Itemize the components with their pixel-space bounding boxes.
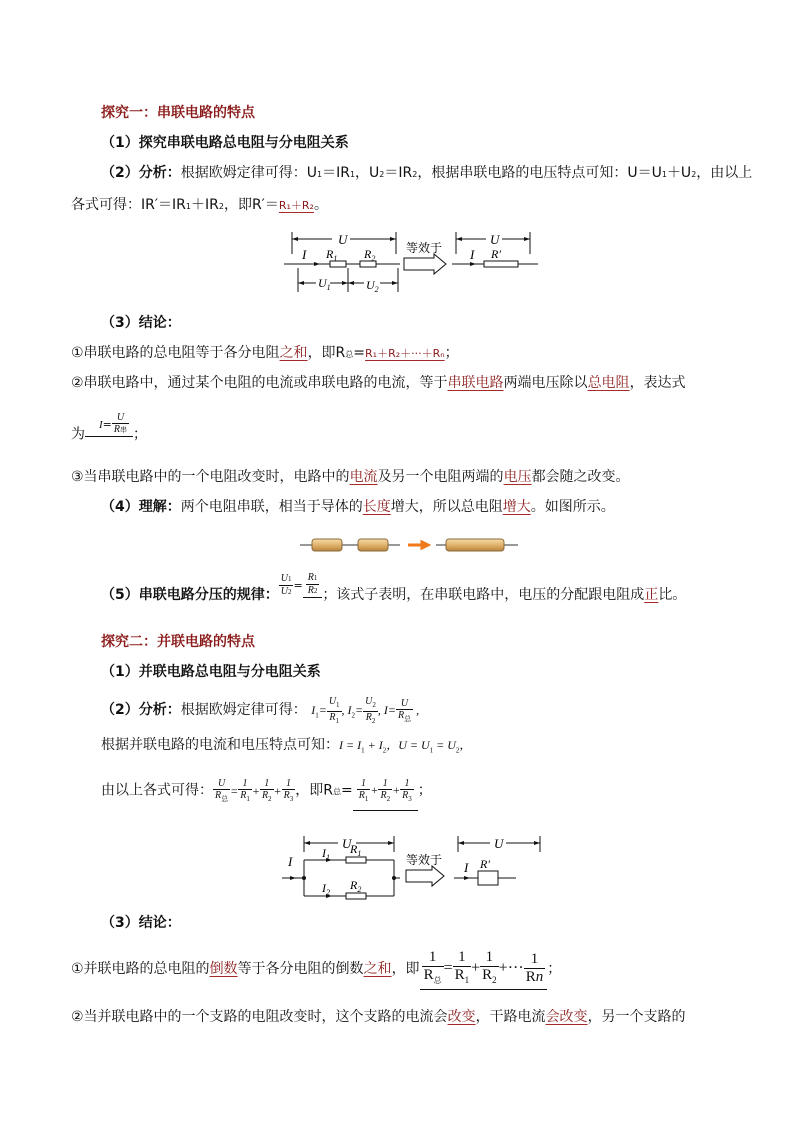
sub: 2 <box>691 170 697 179</box>
label-I2: $I_2$ <box>322 881 330 897</box>
text: ； <box>133 426 147 443</box>
text: ； <box>547 961 562 977</box>
answer: 正 <box>644 587 659 603</box>
text: 根据欧姆定律可得： <box>180 702 307 718</box>
s2-analysis-line2 <box>101 735 471 760</box>
label: （5）串联电路分压的规律： <box>101 587 279 603</box>
label-R-eq: R′ <box>491 247 501 261</box>
text: = <box>102 418 112 431</box>
s1-analysis-line1 <box>101 163 752 185</box>
text: ，表达式 <box>629 375 686 391</box>
answer: 之和 <box>363 961 392 977</box>
text: = <box>341 782 353 799</box>
text: ，根据串联电路的电压特点可知：U＝U <box>417 165 662 181</box>
resistor-cylinder <box>358 539 388 551</box>
label-R2: $R_2$ <box>364 247 376 263</box>
arrow-icon <box>408 542 428 548</box>
text: ； <box>444 345 459 361</box>
text: ； <box>417 782 432 799</box>
sub: 总 <box>333 787 341 797</box>
label: （2）分析： <box>101 702 181 718</box>
parallel-circuit-diagram <box>282 832 544 904</box>
section-1-title: 探究一：串联电路的特点 <box>101 105 255 121</box>
long-resistor-cylinder <box>446 539 504 551</box>
label-U2: $U_2$ <box>366 278 379 294</box>
s2-analysis-line3 <box>101 770 432 813</box>
answer: 改变 <box>447 1009 476 1025</box>
s2-analysis-line1 <box>101 692 419 733</box>
label-I: I <box>302 247 307 262</box>
fraction-U1-U2: $\frac{U1}{U2}$ <box>280 572 292 597</box>
text: ，即R <box>307 345 346 361</box>
text: 两端电压除以 <box>503 375 588 391</box>
text: I <box>99 419 103 431</box>
label-R1: $R_1$ <box>326 247 338 263</box>
text: ②串联电路中，通过某个电阻的电流或串联电路的电流，等于 <box>71 375 448 391</box>
text: ＋U <box>666 165 692 181</box>
label: （2）分析： <box>101 165 181 181</box>
answer: 会改变 <box>545 1009 588 1025</box>
label-I-eq: I <box>470 247 475 262</box>
text: ＝IR <box>322 165 350 181</box>
label-R1: $R_1$ <box>350 842 362 858</box>
text: ，由以上 <box>696 165 753 181</box>
text: ；该式子表明，在串联电路中，电压的分配跟电阻成 <box>322 587 645 603</box>
fraction-R1-R2: $\frac{R1}{R2}$ <box>307 572 318 596</box>
text: 都会随之改变。 <box>531 469 630 485</box>
s1-understanding <box>101 497 615 517</box>
s2-heading-3: （3）结论： <box>101 915 181 931</box>
answer: 增大 <box>502 499 531 515</box>
formula-I-U-over-R <box>85 412 133 437</box>
label-U: U <box>338 232 348 247</box>
text: 根据欧姆定律可得：U <box>180 165 317 181</box>
sub: 1 <box>317 170 323 179</box>
text: ，另一个支路的 <box>587 1009 686 1025</box>
label-U1: $U_1$ <box>318 276 331 292</box>
answer: 总电阻 <box>587 375 630 391</box>
s1-heading-1: （1）探究串联电路总电阻与分电阻关系 <box>101 135 349 151</box>
s2-heading-1: （1）并联电路总电阻与分电阻关系 <box>101 664 321 680</box>
answer: 长度 <box>362 499 391 515</box>
text: 比。 <box>658 587 687 603</box>
conductor-length-illustration <box>300 535 518 555</box>
label-equiv: 等效于 <box>406 241 443 255</box>
text: = <box>353 345 366 361</box>
s1-voltage-division: （5）串联电路分压的规律： $\frac{U1}{U2}$ = $\frac{R1}{R2}$ ；该式子表明，在串联电路中，电压的分配跟电阻成正比。 <box>101 572 687 603</box>
text: ，即R <box>295 782 333 799</box>
answer: 倒数 <box>209 961 238 977</box>
answer-fraction-parallel: 1 $R_总$ = $\frac{1}{R_1}$ + $\frac{1}{R_2}$ +··· $\frac{1}{Rn}$ <box>420 949 548 990</box>
label-I-eq: I <box>464 860 469 875</box>
text: ①串联电路的总电阻等于各分电阻 <box>71 345 280 361</box>
text: ②当并联电路中的一个支路的电阻改变时，这个支路的电流会 <box>71 1009 448 1025</box>
parallel-resistance-formula: U $R_总$ = $\frac{1}{R_1}$ + $\frac{1}{R_2}$ + $\frac{1}{R_3}$ <box>215 778 294 804</box>
s2-conclusion-1 <box>71 944 561 994</box>
sub: 总 <box>345 350 354 359</box>
label-R2: $R_2$ <box>350 878 362 894</box>
answer: 电压 <box>503 469 532 485</box>
label-R-eq: R′ <box>480 857 490 871</box>
text: ，U <box>355 165 380 181</box>
answer: R₁＋R₂＋···＋Rₙ <box>365 347 445 360</box>
text: 。 <box>313 197 328 213</box>
resistor-cylinder <box>312 539 342 551</box>
label: （4）理解： <box>101 499 181 515</box>
text: ，干路电流 <box>475 1009 546 1025</box>
sub: 2 <box>379 170 385 179</box>
s1-conclusion-1 <box>71 343 459 365</box>
s1-conclusion-3 <box>71 467 630 487</box>
answer: R₁＋R₂ <box>278 199 314 212</box>
text: ，即 <box>391 961 420 977</box>
text: 各式可得：IR′＝IR <box>71 197 186 213</box>
series-circuit-diagram <box>284 228 544 296</box>
sub: 2 <box>218 202 224 211</box>
answer-fraction: $\frac{1}{R_1}$ + $\frac{1}{R_2}$ + $\frac{1}{R_3}$ <box>353 770 418 811</box>
text: 及另一个电阻两端的 <box>377 469 504 485</box>
answer: 串联电路 <box>447 375 504 391</box>
label-equiv: 等效于 <box>406 853 443 867</box>
text: 。如图所示。 <box>530 499 615 515</box>
sub: 2 <box>412 170 418 179</box>
s1-analysis-line2 <box>71 195 328 217</box>
current-voltage-relations: $I = I_1 + I_2$，$U = U_1 = U_2$， <box>339 738 472 755</box>
text: ＝IR <box>384 165 413 181</box>
sub: 1 <box>185 202 191 211</box>
section-2-title: 探究二：并联电路的特点 <box>101 634 255 650</box>
text: 由以上各式可得： <box>101 782 213 799</box>
answer: 电流 <box>349 469 378 485</box>
text: ＋IR <box>191 197 219 213</box>
answer: 之和 <box>279 345 308 361</box>
sub: 1 <box>349 170 356 179</box>
s1-conclusion-2 <box>71 373 686 393</box>
label-U: U <box>342 836 352 851</box>
s1-conclusion-2-formula <box>71 412 147 444</box>
sub: 1 <box>661 170 667 179</box>
label-I1: $I_1$ <box>322 846 330 862</box>
text: 为 <box>71 426 85 443</box>
label-I: I <box>288 854 293 869</box>
text: ，即R′＝ <box>223 197 279 213</box>
label-U-eq: U <box>494 836 504 851</box>
text: 两个电阻串联，相当于导体的 <box>180 499 363 515</box>
text: 等于各分电阻的倒数 <box>237 961 364 977</box>
s1-heading-3: （3）结论： <box>101 315 181 331</box>
answer-fraction <box>303 572 323 598</box>
text: 增大，所以总电阻 <box>390 499 503 515</box>
ohm-law-formulas: $I_1=$ $\frac{U_1}{R_1}$ , $I_2=$ $\frac{U_2}{R_2}$ , I= U $R_总$ , <box>311 695 420 725</box>
label-U-eq: U <box>490 232 500 247</box>
text: ③当串联电路中的一个电阻改变时，电路中的 <box>71 469 350 485</box>
text: 根据并联电路的电流和电压特点可知： <box>101 737 339 753</box>
s2-conclusion-2 <box>71 1007 686 1027</box>
fraction: U R串 <box>113 412 127 435</box>
text: ①并联电路的总电阻的 <box>71 961 210 977</box>
